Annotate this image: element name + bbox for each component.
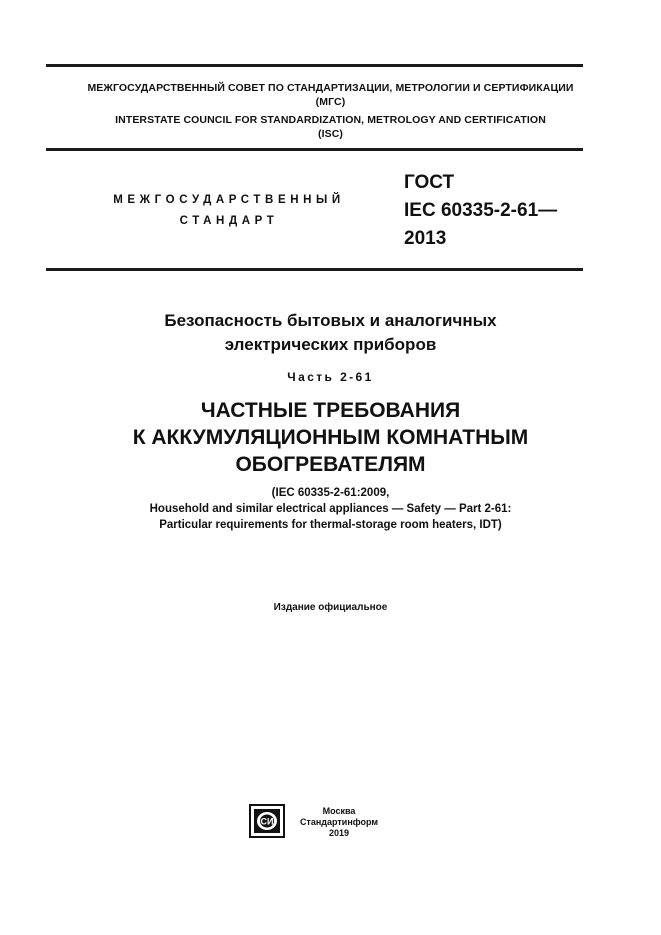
iec-reference-line-2: Household and similar electrical appliances — Safety — Part 2-61: <box>149 503 512 515</box>
council-name-ru: МЕЖГОСУДАРСТВЕННЫЙ СОВЕТ ПО СТАНДАРТИЗАЦИИ, МЕТРОЛОГИИ И СЕРТИФИКАЦИИ <box>87 82 574 94</box>
top-rule <box>46 64 583 67</box>
council-name-en: INTERSTATE COUNCIL FOR STANDARDIZATION, METROLOGY AND CERTIFICATION <box>115 114 546 126</box>
logo-text: СИ <box>260 816 274 827</box>
gost-designation-number: IEC 60335-2-61— <box>404 200 558 221</box>
iec-reference-line-3: Particular requirements for thermal-storage room heaters, IDT) <box>159 519 502 531</box>
council-abbr-ru: (МГС) <box>315 96 346 108</box>
edition-label: Издание официальное <box>273 602 388 613</box>
header-divider <box>46 148 583 151</box>
designation-divider <box>46 268 583 271</box>
gost-designation-year: 2013 <box>404 228 447 249</box>
document-title-line-2: электрических приборов <box>224 335 437 354</box>
gost-designation-prefix: ГОСТ <box>404 172 455 193</box>
subtitle-line-1: ЧАСТНЫЕ ТРЕБОВАНИЯ <box>200 399 461 422</box>
subtitle-line-2: К АККУМУЛЯЦИОННЫМ КОМНАТНЫМ <box>132 426 529 449</box>
publisher-name: Стандартинформ <box>299 817 379 827</box>
iec-reference-line-1: (IEC 60335-2-61:2009, <box>271 487 390 499</box>
publication-year: 2019 <box>328 828 350 838</box>
standard-type-label-2: СТАНДАРТ <box>179 215 279 227</box>
standartinform-logo-icon <box>249 804 285 838</box>
standard-type-label: МЕЖГОСУДАРСТВЕННЫЙ <box>113 194 345 206</box>
council-abbr-en: (ISC) <box>318 128 343 140</box>
publisher-city: Москва <box>322 806 356 816</box>
subtitle-line-3: ОБОГРЕВАТЕЛЯМ <box>235 453 426 476</box>
document-title-line-1: Безопасность бытовых и аналогичных <box>164 311 497 330</box>
part-label: Часть 2-61 <box>287 370 374 384</box>
